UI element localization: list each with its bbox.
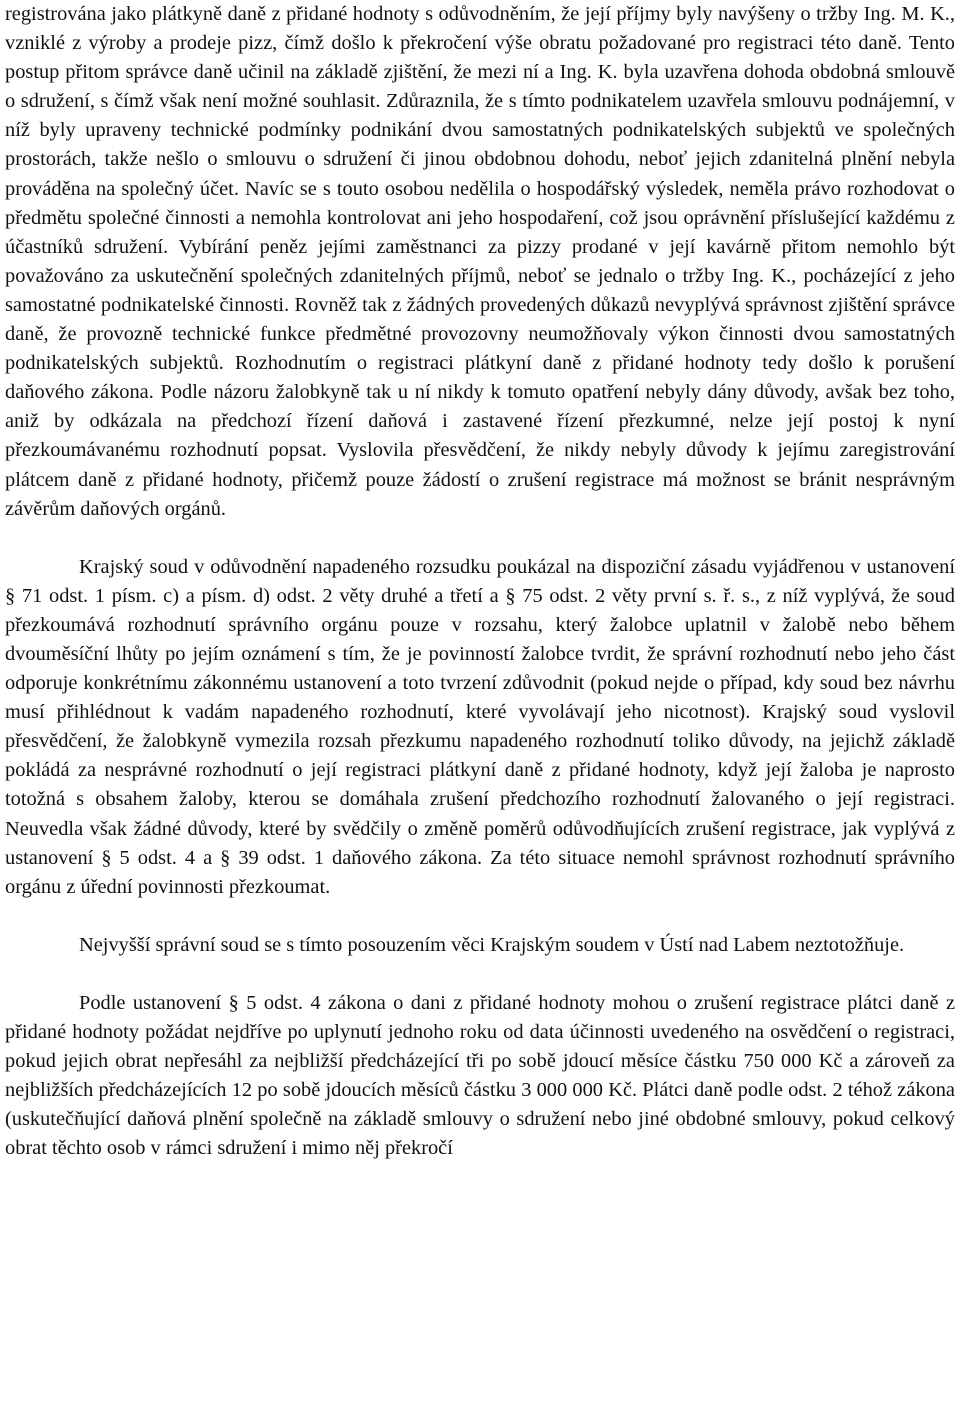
paragraph-gap (5, 524, 955, 553)
paragraph-gap (5, 902, 955, 931)
paragraph-supreme-court-disagreement: Nejvyšší správní soud se s tímto posouzením věci Krajským soudem v Ústí nad Labem neztotožňuje. (79, 933, 905, 956)
paragraph-taxpayer-argument: registrována jako plátkyně daně z přidané hodnoty s odůvodněním, že její příjmy byly navýšeny o tržby Ing. M. K., vzniklé z výroby a prodeje pizz, čímž došlo k překročení výše obratu požadované pro registraci této daně. Tento postup přitom správce daně učinil na základě zjištění, že mezi ní a Ing. K. byla uzavřena dohoda obdobná smlouvě o sdružení, s čímž však není možné souhlasit. Zdůraznila, že s tímto podnikatelem uzavřela smlouvu podnájemní, v níž byly upraveny technické podmínky podnikání dvou samostatných podnikatelských subjektů ve společných prostorách, takže nešlo o smlouvu o sdružení či jinou obdobnou dohodu, neboť jejich zdanitelná plnění nebyla prováděna na společný účet. Navíc se s touto osobou nedělila o hospodářský výsledek, neměla právo rozhodovat o předmětu společné činnosti a nemohla kontrolovat ani jeho hospodaření, což jsou oprávnění příslušející každému z účastníků sdružení. Vybírání peněz jejími zaměstnanci za pizzy prodané v její kavárně přitom nemohlo být považováno za uskutečnění společných zdanitelných příjmů, neboť se jednalo o tržby Ing. K., pocházející z jeho samostatné podnikatelské činnosti. Rovněž tak z žádných provedených důkazů nevyplývá správnost zjištění správce daně, že provozně technické funkce předmětné provozovny neumožňovaly výkon činnosti dvou samostatných podnikatelských subjektů. Rozhodnutím o registraci plátkyní daně z přidané hodnoty tedy došlo k porušení daňového zákona. Podle názoru žalobkyně tak u ní nikdy k tomuto opatření nebyly dány důvody, avšak bez toho, aniž by odkázala na předchozí řízení daňová i zastavené řízení přezkumné, nelze její postoj k nyní přezkoumávanému rozhodnutí popsat. Vyslovila přesvědčení, že nikdy nebyly důvody k jejímu zaregistrování plátcem daně z přidané hodnoty, přičemž pouze žádostí o zrušení registrace má možnost se bránit nesprávným závěrům daňových orgánů. (5, 3, 955, 520)
paragraph-regional-court-reasoning: Krajský soud v odůvodnění napadeného rozsudku poukázal na dispoziční zásadu vyjádřenou v ustanovení § 71 odst. 1 písm. c) a písm. d) odst. 2 věty druhé a třetí a § 75 odst. 2 věty první s. ř. s., z níž vyplývá, že soud přezkoumává rozhodnutí správního orgánu pouze v rozsahu, který žalobce uplatnil v žalobě nebo během dvouměsíční lhůty po jejím oznámení s tím, že je povinností žalobce tvrdit, že správní rozhodnutí nebo jeho část odporuje konkrétnímu zákonnému ustanovení a toto tvrzení zdůvodnit (pokud nejde o případ, kdy soud bez návrhu musí přihlédnout k vadám napadeného rozhodnutí, které vyvolávají jeho nicotnost). Krajský soud vyslovil přesvědčení, že žalobkyně vymezila rozsah přezkumu napadeného rozhodnutí toliko důvody, na jejichž základě pokládá za nesprávné rozhodnutí o její registraci plátkyní daně z přidané hodnoty, když její žaloba je naprosto totožná s obsahem žaloby, kterou se domáhala zrušení předchozího rozhodnutí žalovaného o její registraci. Neuvedla však žádné důvody, které by svědčily o změně poměrů odůvodňujících zrušení registrace, jak vyplývá z ustanovení § 5 odst. 4 a § 39 odst. 1 daňového zákona. Za této situace nemohl správnost rozhodnutí správního orgánu z úřední povinnosti přezkoumat. (5, 555, 955, 898)
paragraph-statutory-provision: Podle ustanovení § 5 odst. 4 zákona o dani z přidané hodnoty mohou o zrušení registrace plátci daně z přidané hodnoty požádat nejdříve po uplynutí jednoho roku od data účinnosti uvedeného na osvědčení o registraci, pokud jejich obrat nepřesáhl za nejbližší předcházející tři po sobě jdoucí měsíce částku 750 000 Kč a zároveň za nejbližších předcházejících 12 po sobě jdoucích měsíců částku 3 000 000 Kč. Plátci daně podle odst. 2 téhož zákona (uskutečňující daňová plnění společně na základě smlouvy o sdružení nebo jiné obdobné smlouvy, pokud celkový obrat těchto osob v rámci sdružení i mimo něj překročí (5, 991, 955, 1160)
paragraph-gap (5, 960, 955, 989)
document-page (5, 0, 955, 1163)
